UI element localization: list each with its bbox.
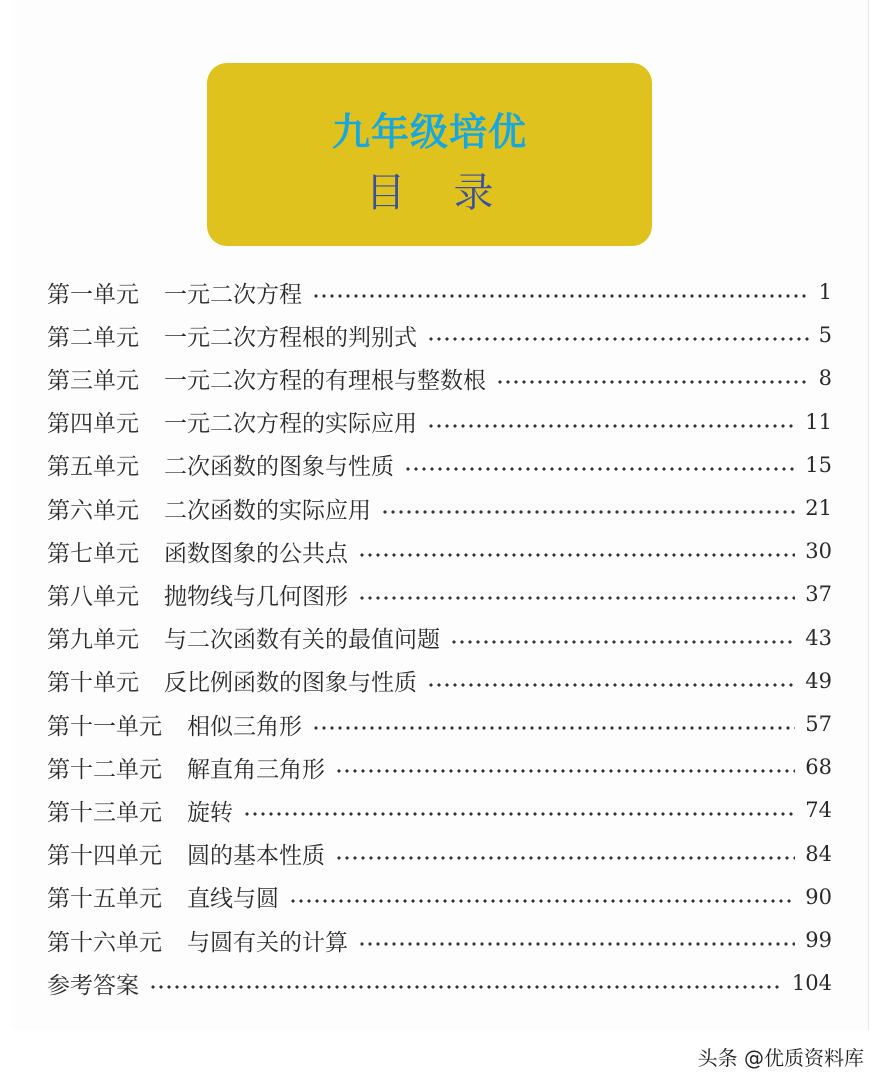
toc-page-number: 57 bbox=[805, 712, 832, 736]
toc-page-number: 21 bbox=[805, 496, 832, 520]
title-banner bbox=[207, 63, 652, 246]
toc-page-number: 68 bbox=[805, 755, 832, 780]
toc-unit: 第三单元 bbox=[47, 367, 139, 394]
toc-unit: 第二单元 bbox=[47, 324, 139, 351]
toc-unit: 第十二单元 bbox=[47, 756, 162, 783]
toc-unit: 第八单元 bbox=[47, 583, 139, 610]
toc-unit: 第十四单元 bbox=[47, 843, 162, 870]
dot-leader bbox=[335, 769, 795, 773]
toc-topic: 直线与圆 bbox=[187, 886, 279, 913]
dot-leader bbox=[427, 337, 809, 341]
toc-entry bbox=[47, 579, 832, 609]
toc-entry bbox=[47, 666, 832, 696]
toc-unit: 参考答案 bbox=[47, 972, 139, 999]
dot-leader bbox=[358, 553, 795, 557]
toc-page-number: 1 bbox=[818, 280, 832, 304]
toc-page-number: 84 bbox=[805, 841, 832, 866]
toc-page-number: 15 bbox=[805, 452, 832, 477]
toc-page-number: 43 bbox=[805, 625, 832, 650]
toc-unit: 第十三单元 bbox=[47, 799, 162, 826]
dot-leader bbox=[496, 380, 809, 384]
dot-leader bbox=[312, 294, 809, 298]
toc-topic: 二次函数的图象与性质 bbox=[164, 454, 394, 481]
toc-entry bbox=[47, 493, 832, 523]
toc-entry bbox=[47, 450, 832, 480]
toc-unit: 第六单元 bbox=[47, 497, 139, 524]
dot-leader bbox=[243, 812, 795, 816]
toc-page-number: 74 bbox=[805, 798, 832, 823]
toc-unit: 第一单元 bbox=[47, 281, 139, 308]
toc-topic: 函数图象的公共点 bbox=[164, 540, 348, 567]
watermark: 头条 @优质资料库 bbox=[697, 1046, 864, 1070]
toc-page-number: 30 bbox=[805, 539, 832, 564]
dot-leader bbox=[149, 985, 782, 989]
toc-unit: 第五单元 bbox=[47, 454, 139, 481]
toc-entry bbox=[47, 277, 832, 307]
toc-topic: 旋转 bbox=[187, 799, 233, 826]
toc-topic: 一元二次方程根的判别式 bbox=[164, 324, 417, 351]
dot-leader bbox=[358, 596, 795, 600]
toc-topic: 解直角三角形 bbox=[187, 756, 325, 783]
toc-page-number: 11 bbox=[805, 409, 832, 434]
dot-leader bbox=[358, 942, 795, 946]
toc-unit: 第十六单元 bbox=[47, 929, 162, 956]
toc-unit: 第四单元 bbox=[47, 411, 139, 438]
toc-topic: 二次函数的实际应用 bbox=[164, 497, 371, 524]
toc-entry bbox=[47, 407, 832, 437]
toc-unit: 第七单元 bbox=[47, 540, 139, 567]
toc-topic: 相似三角形 bbox=[187, 713, 302, 740]
dot-leader bbox=[381, 510, 795, 514]
dot-leader bbox=[289, 899, 795, 903]
toc-topic: 一元二次方程的有理根与整数根 bbox=[164, 367, 486, 394]
toc-entry bbox=[47, 623, 832, 653]
toc-unit: 第九单元 bbox=[47, 627, 139, 654]
toc-unit: 第十单元 bbox=[47, 670, 139, 697]
toc-topic: 与圆有关的计算 bbox=[187, 929, 348, 956]
toc-page-number: 5 bbox=[818, 323, 832, 348]
toc-page-number: 99 bbox=[805, 928, 832, 952]
toc-topic: 抛物线与几何图形 bbox=[164, 583, 348, 610]
toc-topic: 与二次函数有关的最值问题 bbox=[164, 627, 440, 654]
toc-entry bbox=[47, 839, 832, 869]
toc-page-number: 90 bbox=[805, 884, 832, 909]
toc-topic: 一元二次方程的实际应用 bbox=[164, 411, 417, 438]
toc-entry bbox=[47, 882, 832, 912]
toc-unit: 第十一单元 bbox=[47, 713, 162, 740]
dot-leader bbox=[335, 856, 795, 860]
toc-entry bbox=[47, 709, 832, 739]
toc-page-number: 104 bbox=[791, 971, 832, 996]
dot-leader bbox=[404, 467, 795, 471]
dot-leader bbox=[427, 683, 795, 687]
toc-entry bbox=[47, 795, 832, 825]
toc-topic: 一元二次方程 bbox=[164, 281, 302, 308]
toc-entry bbox=[47, 925, 832, 955]
toc-entry bbox=[47, 536, 832, 566]
toc-page-number: 37 bbox=[805, 582, 832, 607]
toc-entry bbox=[47, 363, 832, 393]
toc-entry bbox=[47, 752, 832, 782]
toc-entry bbox=[47, 320, 832, 350]
toc-unit: 第十五单元 bbox=[47, 886, 162, 913]
dot-leader bbox=[427, 424, 795, 428]
contents-heading: 目录 bbox=[365, 170, 542, 216]
toc-topic: 反比例函数的图象与性质 bbox=[164, 670, 417, 697]
toc-page-number: 49 bbox=[805, 668, 832, 693]
toc-page-number: 8 bbox=[818, 366, 832, 391]
book-title: 九年级培优 bbox=[331, 110, 527, 154]
toc-topic: 圆的基本性质 bbox=[187, 843, 325, 870]
dot-leader bbox=[450, 640, 795, 644]
toc-entry bbox=[47, 968, 832, 998]
dot-leader bbox=[312, 726, 795, 730]
